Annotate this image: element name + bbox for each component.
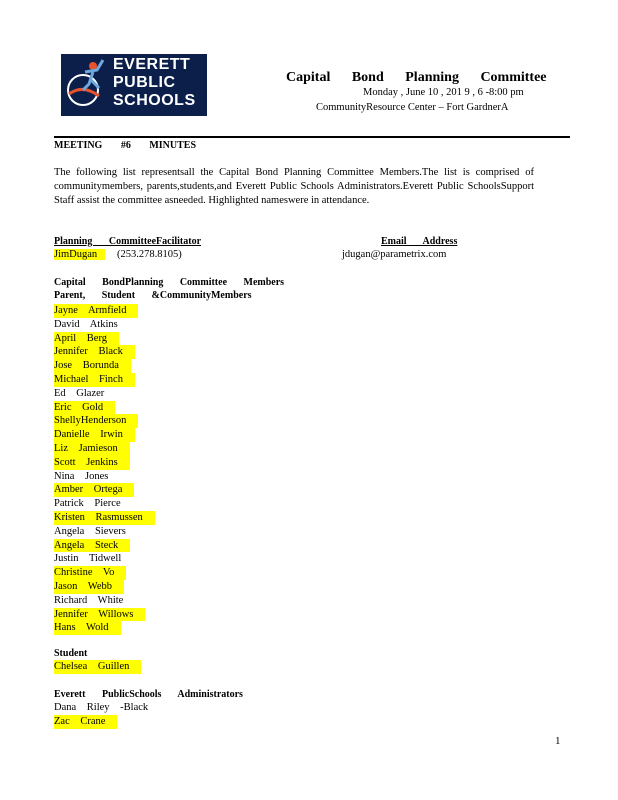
facilitator-heading: Planning CommitteeFacilitator	[54, 236, 202, 247]
member-row	[54, 539, 155, 553]
page-number: 1	[555, 735, 561, 747]
district-logo	[61, 54, 207, 116]
member-row	[54, 442, 155, 456]
student-heading: Student	[54, 648, 88, 659]
member-name: Angela Steck	[54, 539, 130, 553]
member-row	[54, 580, 155, 594]
member-row	[54, 359, 155, 373]
meeting-label: MEETING #6 MINUTES	[54, 140, 197, 151]
member-row	[54, 414, 155, 428]
member-name: Kristen Rasmussen	[54, 511, 155, 525]
member-name: Jose Borunda	[54, 359, 131, 373]
member-name: Nina Jones	[54, 470, 109, 482]
student-name	[54, 660, 141, 674]
meeting-location: CommunityResource Center – Fort GardnerA	[316, 102, 509, 113]
member-name: Michael Finch	[54, 373, 135, 387]
member-name: Richard White	[54, 594, 124, 606]
member-name: Christine Vo	[54, 566, 126, 580]
member-name: Dana Riley -Black	[54, 702, 149, 713]
member-row	[54, 332, 155, 346]
member-name: Ed Glazer	[54, 387, 105, 399]
facilitator-name: JimDugan	[54, 249, 105, 260]
member-name: Jayne Armfield	[54, 304, 138, 318]
member-name: Jennifer Willows	[54, 608, 145, 622]
member-row	[54, 608, 155, 622]
member-name: Danielle Irwin	[54, 428, 135, 442]
member-name: David Atkins	[54, 318, 118, 330]
member-row	[54, 428, 155, 442]
member-name: Justin Tidwell	[54, 553, 122, 565]
admin-list	[54, 701, 148, 729]
member-name: Amber Ortega	[54, 483, 134, 497]
member-name: Scott Jenkins	[54, 456, 130, 470]
member-name: April Berg	[54, 332, 119, 346]
members-heading: Capital BondPlanning Committee Members	[54, 277, 285, 288]
member-name: Hans Wold	[54, 621, 121, 635]
intro-paragraph: The following list representsall the Capital Bond Planning Committee Members.The list is comprised of communitymembers, parents,students,and Everett Public Schools Administrators.Everett Public SchoolsSupport Staff assist the committee asneeded. Highlighted nameswere in attendance.	[54, 167, 534, 206]
header-divider	[54, 136, 570, 138]
member-row	[54, 701, 148, 715]
member-row	[54, 345, 155, 359]
member-row	[54, 594, 155, 608]
member-row	[54, 566, 155, 580]
document-title: Capital Bond Planning Committee	[286, 70, 547, 85]
facilitator-phone: (253.278.8105)	[117, 249, 182, 260]
member-name: Liz Jamieson	[54, 442, 130, 456]
member-row	[54, 715, 148, 729]
globe-figure-icon	[63, 54, 113, 116]
member-name: Zac Crane	[54, 715, 117, 729]
member-row	[54, 401, 155, 415]
member-row	[54, 304, 155, 318]
member-row	[54, 470, 155, 484]
facilitator-email[interactable]: jdugan@parametrix.com	[342, 249, 447, 260]
member-row	[54, 511, 155, 525]
member-name: ShellyHenderson	[54, 414, 138, 428]
member-name: Eric Gold	[54, 401, 115, 415]
member-row	[54, 387, 155, 401]
member-row	[54, 456, 155, 470]
member-row	[54, 318, 155, 332]
member-row	[54, 621, 155, 635]
member-row	[54, 497, 155, 511]
meeting-date: Monday , June 10 , 201 9 , 6 -8:00 pm	[363, 87, 524, 98]
member-name: Patrick Pierce	[54, 498, 121, 510]
logo-wordmark: EVERETT PUBLIC SCHOOLS	[113, 56, 196, 109]
email-heading: Email Address	[381, 236, 458, 247]
member-name: Jason Webb	[54, 580, 124, 594]
student-name-text: Chelsea Guillen	[54, 660, 141, 674]
member-row	[54, 373, 155, 387]
member-list	[54, 304, 155, 635]
member-row	[54, 552, 155, 566]
admins-heading: Everett PublicSchools Administrators	[54, 689, 243, 700]
member-name: Angela Sievers	[54, 525, 126, 537]
member-name: Jennifer Black	[54, 345, 135, 359]
member-row	[54, 525, 155, 539]
members-subheading: Parent, Student &CommunityMembers	[54, 290, 252, 301]
member-row	[54, 483, 155, 497]
